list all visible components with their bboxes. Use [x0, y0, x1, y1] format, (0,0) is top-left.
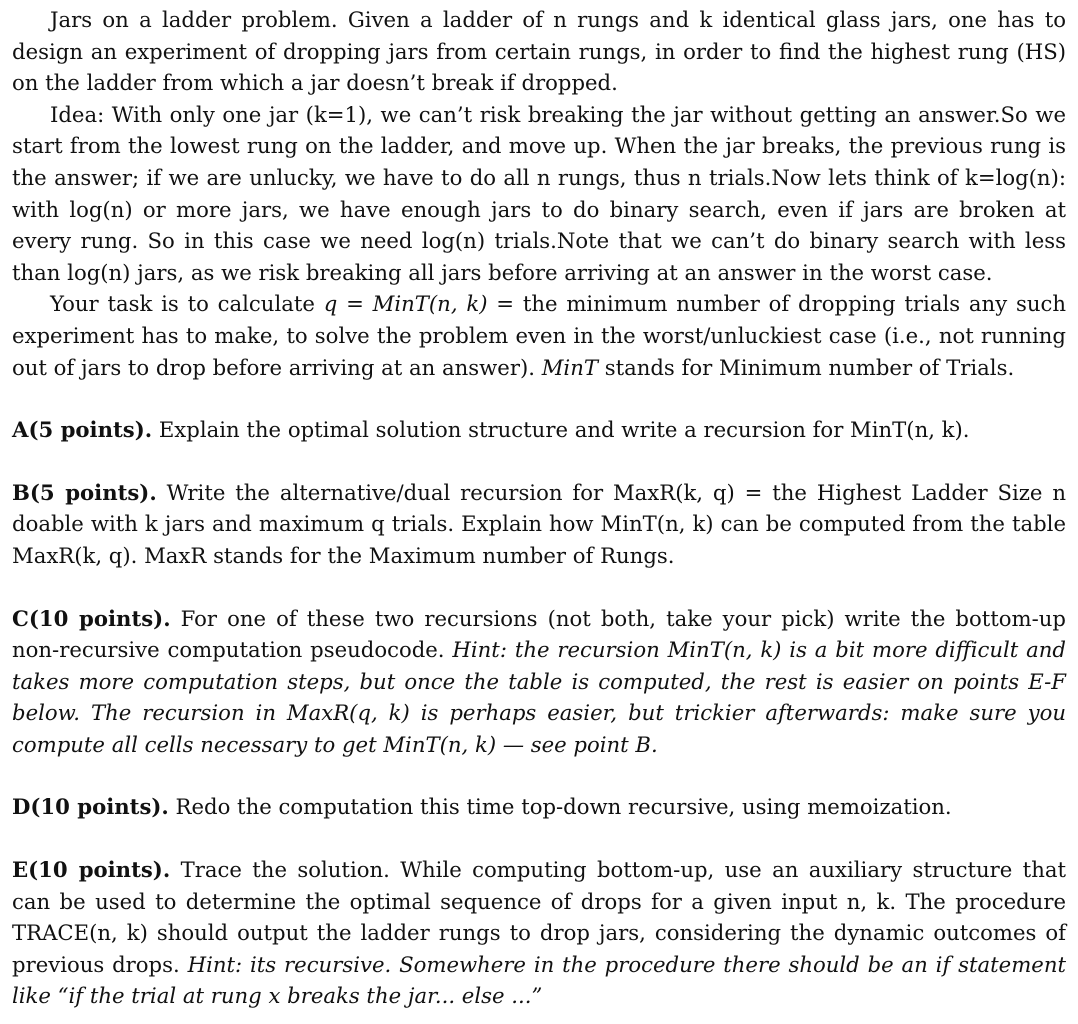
- intro-paragraph-3: [12, 288, 1066, 383]
- part-e-hint: Hint: its recursive. Somewhere in the procedure there should be an if statement like “if the trial at rung x breaks the jar... else ...”: [12, 951, 1067, 1009]
- intro-paragraph-2: [12, 99, 1066, 289]
- intro-p2-text: Idea: With only one jar (k=1), we can’t risk breaking the jar without getting an answer.So we start from the lowest rung on the ladder, and move up. When the jar breaks, the previous rung is the answer; if we are unlucky, we have to do all n rungs, thus n trials.Now lets think of k=log(n): with log(n) or more jars, we have enough jars to do binary search, even if jars are broken at every rung. So in this case we need log(n) trials.Note that we can’t do binary search with less than log(n) jars, as we risk breaking all jars before arriving at an answer in the worst case.: [12, 101, 1066, 285]
- intro-paragraph-1: [12, 4, 1066, 99]
- part-e-label: E(10 points).: [12, 857, 171, 883]
- intro-p1-text: Jars on a ladder problem. Given a ladder of n rungs and k identical glass jars, one has to design an experiment of dropping jars from certain rungs, in order to find the highest rung (HS) on the ladder from which a jar doesn’t break if dropped.: [12, 7, 1066, 96]
- part-d-text: Redo the computation this time top-down recursive, using memoization.: [168, 794, 952, 820]
- part-d: [12, 791, 1066, 823]
- part-c-text: For one of these two recursions (not both, take your pick) write the bottom-up non-recursive computation pseudocode.: [12, 605, 1066, 663]
- part-b: [12, 477, 1066, 572]
- part-c-hint: Hint: the recursion MinT(n, k) is a bit more difficult and takes more computation steps, but once the table is computed, the rest is easier on points E-F below. The recursion in MaxR(q, k) is perhaps easier, but trickier afterwards: make sure you compute all cells necessary to get MinT(n, k) — see point B.: [12, 637, 1066, 757]
- part-b-text: Write the alternative/dual recursion for MaxR(k, q) = the Highest Ladder Size n doable with k jars and maximum q trials. Explain how MinT(n, k) can be computed from the table MaxR(k, q). MaxR stands for the Maximum number of Rungs.: [12, 479, 1066, 568]
- part-e-text: Trace the solution. While computing bottom-up, use an auxiliary structure that can be used to determine the optimal sequence of drops for a given input n, k. The procedure TRACE(n, k) should output the ladder rungs to drop jars, considering the dynamic outcomes of previous drops.: [12, 857, 1066, 977]
- part-c-label: C(10 points).: [12, 605, 171, 631]
- var-q: q: [323, 291, 338, 317]
- part-a-text: Explain the optimal solution structure and write a recursion for MinT(n, k).: [152, 417, 970, 443]
- intro-p3-eq: =: [337, 291, 373, 317]
- part-b-label: B(5 points).: [12, 479, 157, 505]
- intro-p3-post: stands for Minimum number of Trials.: [597, 354, 1015, 380]
- part-a-label: A(5 points).: [12, 417, 153, 443]
- part-a: [12, 414, 1066, 446]
- var-mint: MinT: [541, 354, 598, 380]
- intro-p3-mid: = the minimum number of dropping trials any such experiment has to make, to solve the problem even in the worst/unluckiest case (i.e., not running out of jars to drop before arriving at an answer).: [12, 291, 1066, 380]
- part-c: [12, 603, 1066, 761]
- intro-p3-pre: Your task is to calculate: [50, 291, 324, 317]
- var-mint-nk: MinT(n, k): [372, 291, 488, 317]
- part-d-label: D(10 points).: [12, 794, 169, 820]
- part-e: [12, 854, 1066, 1012]
